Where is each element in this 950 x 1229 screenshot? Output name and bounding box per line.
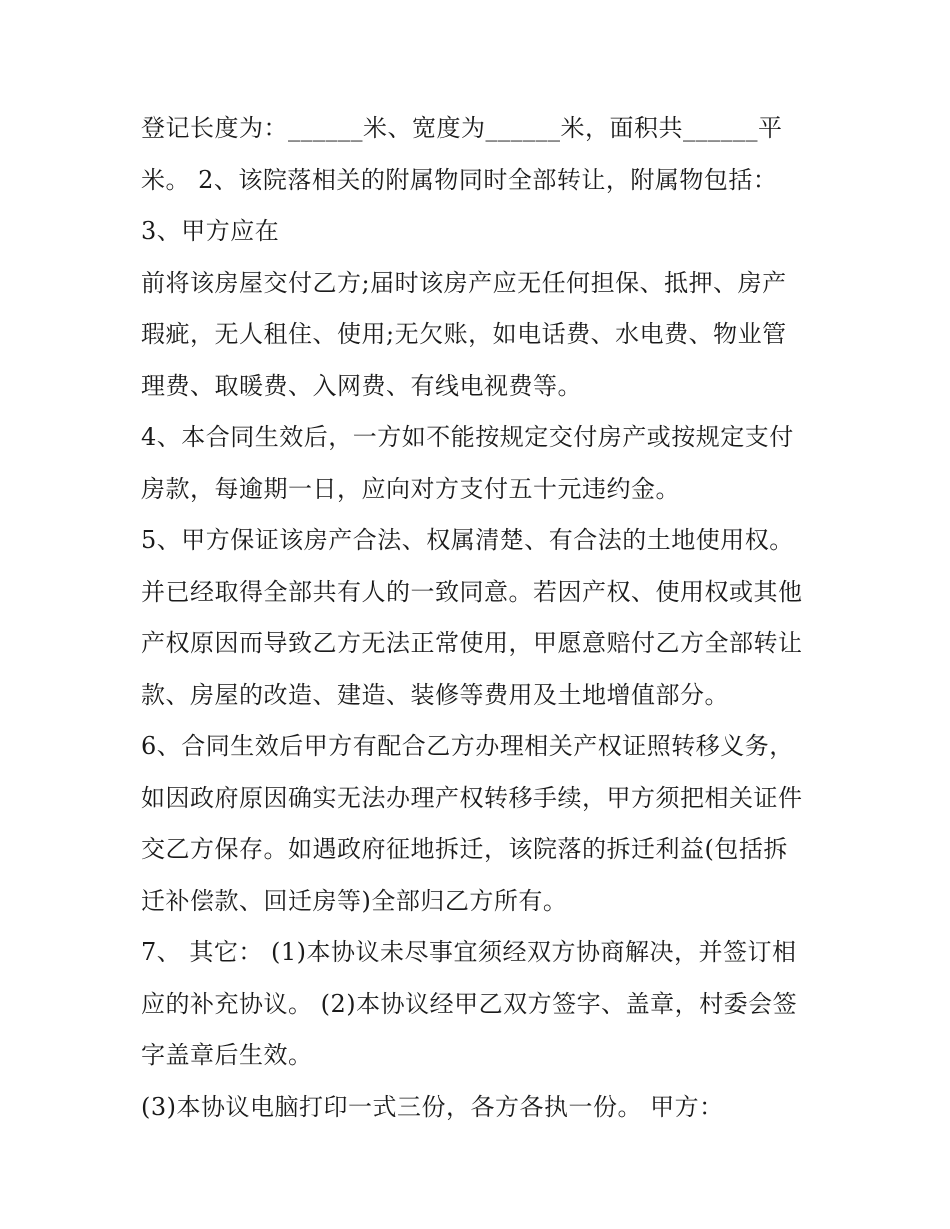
text-line: 房款，每逾期一日，应向对方支付五十元违约金。: [141, 474, 680, 503]
text-line: 并已经取得全部共有人的一致同意。若因产权、使用权或其他: [141, 577, 803, 606]
text-line: 字盖章后生效。: [141, 1041, 313, 1069]
document-body: [141, 103, 821, 1133]
text-line: 米。 2、该院落相关的附属物同时全部转让，附属物包括：: [141, 165, 778, 194]
text-line: 应的补充协议。 (2)本协议经甲乙双方签字、盖章，村委会签: [141, 989, 798, 1018]
text-line: (3)本协议电脑打印一式三份，各方各执一份。 甲方：: [141, 1092, 724, 1121]
text-line: 产权原因而导致乙方无法正常使用，甲愿意赔付乙方全部转让: [141, 629, 803, 657]
text-line: 6、合同生效后甲方有配合乙方办理相关产权证照转移义务，: [141, 732, 794, 760]
text-line: 交乙方保存。如遇政府征地拆迁，该院落的拆迁利益(包括拆: [141, 835, 788, 863]
text-line: 迁补偿款、回迁房等)全部归乙方所有。: [141, 886, 568, 915]
text-line: 如因政府原因确实无法办理产权转移手续，甲方须把相关证件: [141, 783, 803, 812]
text-line: 前将该房屋交付乙方;届时该房产应无任何担保、抵押、房产: [141, 268, 787, 297]
text-line: 理费、取暖费、入网费、有线电视费等。: [141, 371, 582, 400]
text-line: 4、本合同生效后，一方如不能按规定交付房产或按规定支付: [141, 423, 794, 451]
text-line: 3、甲方应在: [141, 217, 280, 245]
text-line: 款、房屋的改造、建造、装修等费用及土地增值部分。: [141, 680, 729, 709]
text-line: 5、甲方保证该房产合法、权属清楚、有合法的土地使用权。: [141, 526, 794, 554]
text-line: 7、 其它： (1)本协议未尽事宜须经双方协商解决，并签订相: [141, 938, 797, 966]
text-line: 瑕疵，无人租住、使用;无欠账，如电话费、水电费、物业管: [141, 320, 787, 348]
text-line: 登记长度为：______米、宽度为______米，面积共______平: [141, 114, 783, 142]
